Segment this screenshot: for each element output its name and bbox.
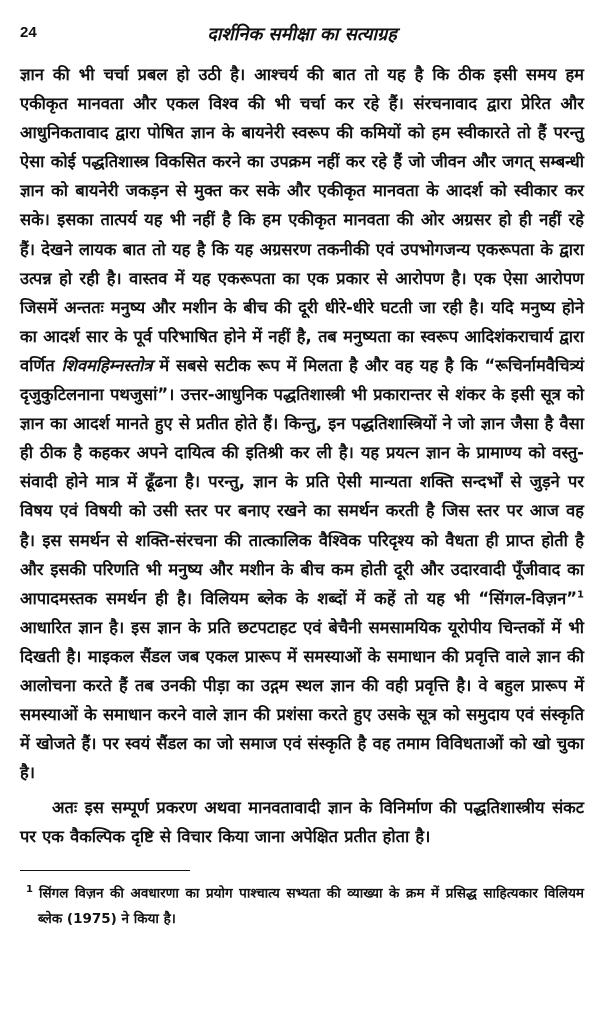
paragraph-1-text-c: आधारित ज्ञान है। इस ज्ञान के प्रति छटपटाहट एवं बेचैनी समसामयिक यूरोपीय चिन्तकों में भी दिखती है। माइकल सैंडल जब एकल प्रारूप में समस्याओं के समाधान की प्रवृत्ति वाले ज्ञान की आलोचना करते हैं तब उनकी पीड़ा का उद्गम स्थल ज्ञान की वही प्रवृत्ति है। वे बहुल प्रारूप में समस्याओं के समाधान करने वाले ज्ञान की प्रशंसा करते हुए उसके सूत्र को समुदाय एवं संस्कृति में खोजते हैं। पर स्वयं सैंडल का जो समाज एवं संस्कृति है वह तमाम विविधताओं को खो चुका है। xyxy=(20,617,584,783)
paragraph-1 xyxy=(20,60,584,787)
running-title: दार्शनिक समीक्षा का सत्याग्रह xyxy=(207,24,397,45)
footnote xyxy=(20,877,584,933)
footnote-text: सिंगल विज़न की अवधारणा का प्रयोग पाश्चात्य सभ्यता की व्याख्या के क्रम में प्रसिद्ध साहित्यकार विलियम ब्लेक (1975) ने किया है। xyxy=(38,885,584,928)
page-header xyxy=(20,20,584,56)
paragraph-1-text-b: में सबसे सटीक रूप में मिलता है और वह यह है कि “रूचिर्नामवैचित्र्यं दृजुकुटिलनाना पथजुसां”। उत्तर-आधुनिक पद्धतिशास्त्री भी प्रकारान्तर से शंकर के इसी सूत्र को ज्ञान का आदर्श मानते हुए से प्रतीत होते हैं। किन्तु, इन पद्धतिशास्त्रियों ने जो ज्ञान जैसा है वैसा ही ठीक है कहकर अपने दायित्व की इतिश्री कर ली है। यह प्रयत्न ज्ञान के प्रामाण्य को वस्तु-संवादी होने मात्र में ढूँढना है। परन्तु, ज्ञान के प्रति ऐसी मान्यता शक्ति सन्दर्भों से जुड़ने पर विषय एवं विषयी को उसी स्तर पर बनाए रखने का समर्थन करती है जिस स्तर पर आज वह है। इस समर्थन से शक्ति-संरचना की तात्कालिक वैश्विक परिदृश्य को वैधता ही प्राप्त होती है और इसकी परिणति भी मनुष्य और मशीन के बीच कम होती दूरी और उदारवादी पूँजीवाद का आपादमस्तक समर्थन ही है। विलियम ब्लेक के शब्दों में कहें तो यह भी “सिंगल-विज़न” xyxy=(20,355,584,608)
page-number: 24 xyxy=(20,24,37,41)
paragraph-1-text-a: ज्ञान की भी चर्चा प्रबल हो उठी है। आश्चर्य की बात तो यह है कि ठीक इसी समय हम एकीकृत मानवता और एकल विश्व की भी चर्चा कर रहे हैं। संरचनावाद द्वारा प्रेरित और आधुनिकतावाद द्वारा पोषित ज्ञान के बायनेरी स्वरूप की कमियों को हम स्वीकारते तो हैं परन्तु ऐसा कोई पद्धतिशास्त्र विकसित करने का उपक्रम नहीं कर रहे हैं जो जीवन और जगत् सम्बन्धी ज्ञान को बायनेरी जकड़न से मुक्त कर सके और एकीकृत मानवता के आदर्श को स्वीकार कर सके। इसका तात्पर्य यह भी नहीं है कि हम एकीकृत मानवता की ओर अग्रसर हो ही नहीं रहे हैं। देखने लायक बात तो यह है कि यह अग्रसरण तकनीकी एवं उपभोगजन्य एकरूपता के द्वारा उत्पन्न हो रही है। वास्तव में यह एकरूपता का एक प्रकार से आरोपण है। एक ऐसा आरोपण जिसमें अन्ततः मनुष्य और मशीन के बीच की दूरी धीरे-धीरे घटती जा रही है। यदि मनुष्य होने का आदर्श सार के पूर्व परिभाषित होने में नहीं है, तब मनुष्यता का स्वरूप आदिशंकराचार्य द्वारा वर्णित xyxy=(20,65,584,375)
footnote-reference[interactable]: 1 xyxy=(577,589,584,601)
work-title: शिवमहिम्नस्तोत्र xyxy=(61,355,153,375)
body-text xyxy=(20,60,584,852)
footnote-divider xyxy=(20,870,190,871)
footnote-marker: 1 xyxy=(26,883,33,895)
paragraph-2: अतः इस सम्पूर्ण प्रकरण अथवा मानवतावादी ज्ञान के विनिर्माण की पद्धतिशास्त्रीय संकट पर एक वैकल्पिक दृष्टि से विचार किया जाना अपेक्षित प्रतीत होता है। xyxy=(20,798,584,847)
